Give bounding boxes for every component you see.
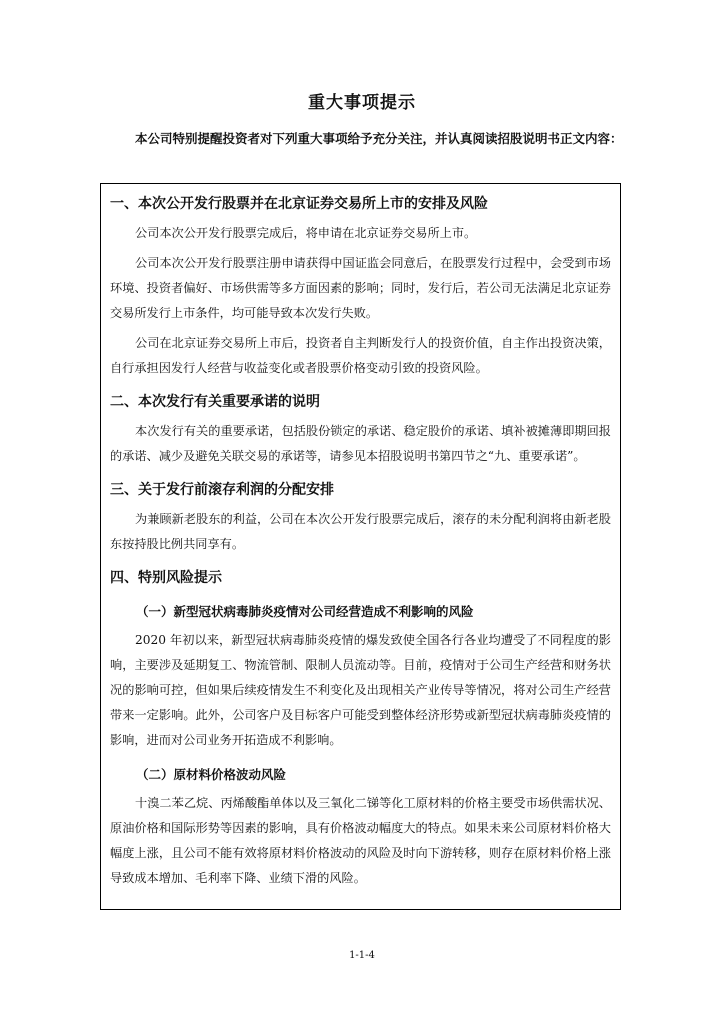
paragraph: 公司本次公开发行股票完成后，将申请在北京证券交易所上市。 [135, 226, 477, 240]
paragraph: 十溴二苯乙烷、丙烯酸酯单体以及三氧化二锑等化工原材料的价格主要受市场供需状况、原油价格和国际形势等因素的影响，具有价格波动幅度大的特点。如果未来公司原材料价格大幅度上涨，且公司不能有效将原材料价格波动的风险及时向下游转移，则存在原材料价格上涨导致成本增加、毛利率下降、业绩下滑的风险。 [110, 796, 611, 885]
subsection-heading: （一）新型冠状病毒肺炎疫情对公司经营造成不利影响的风险 [136, 604, 474, 619]
paragraph: 公司本次公开发行股票注册申请获得中国证监会同意后，在股票发行过程中，会受到市场环境、投资者偏好、市场供需等多方面因素的影响；同时，发行后，若公司无法满足北京证券交易所发行上市条件，均可能导致本次发行失败。 [110, 256, 611, 320]
paragraph: 为兼顾新老股东的利益，公司在本次公开发行股票完成后，滚存的未分配利润将由新老股东按持股比例共同享有。 [110, 512, 611, 551]
section-heading: 三、关于发行前滚存利润的分配安排 [110, 482, 334, 498]
intro-paragraph: 本公司特别提醒投资者对下列重大事项给予充分关注，并认真阅读招股说明书正文内容： [135, 131, 623, 146]
paragraph: 公司在北京证券交易所上市后，投资者自主判断发行人的投资价值，自主作出投资决策，自行承担因发行人经营与收益变化或者股票价格变动引致的投资风险。 [110, 336, 611, 375]
section-heading: 二、本次发行有关重要承诺的说明 [110, 394, 320, 410]
page-number: 1-1-4 [349, 950, 375, 961]
section-heading: 四、特别风险提示 [110, 570, 222, 586]
paragraph: 2020 年初以来，新型冠状病毒肺炎疫情的爆发致使全国各行各业均遭受了不同程度的影响，主要涉及延期复工、物流管制、限制人员流动等。目前，疫情对于公司生产经营和财务状况的影响可控，但如果后续疫情发生不利变化及出现相关产业传导等情况，将对公司生产经营带来一定影响。此外，公司客户及目标客户可能受到整体经济形势或新型冠状病毒肺炎疫情的影响，进而对公司业务开拓造成不利影响。 [110, 633, 611, 747]
document-title: 重大事项提示 [308, 93, 416, 113]
paragraph: 本次发行有关的重要承诺，包括股份锁定的承诺、稳定股价的承诺、填补被摊薄即期回报的承诺、减少及避免关联交易的承诺等，请参见本招股说明书第四节之“九、重要承诺”。 [110, 424, 611, 463]
subsection-heading: （二）原材料价格波动风险 [136, 767, 287, 782]
section-heading: 一、本次公开发行股票并在北京证券交易所上市的安排及风险 [110, 196, 488, 212]
notice-box [100, 183, 621, 910]
